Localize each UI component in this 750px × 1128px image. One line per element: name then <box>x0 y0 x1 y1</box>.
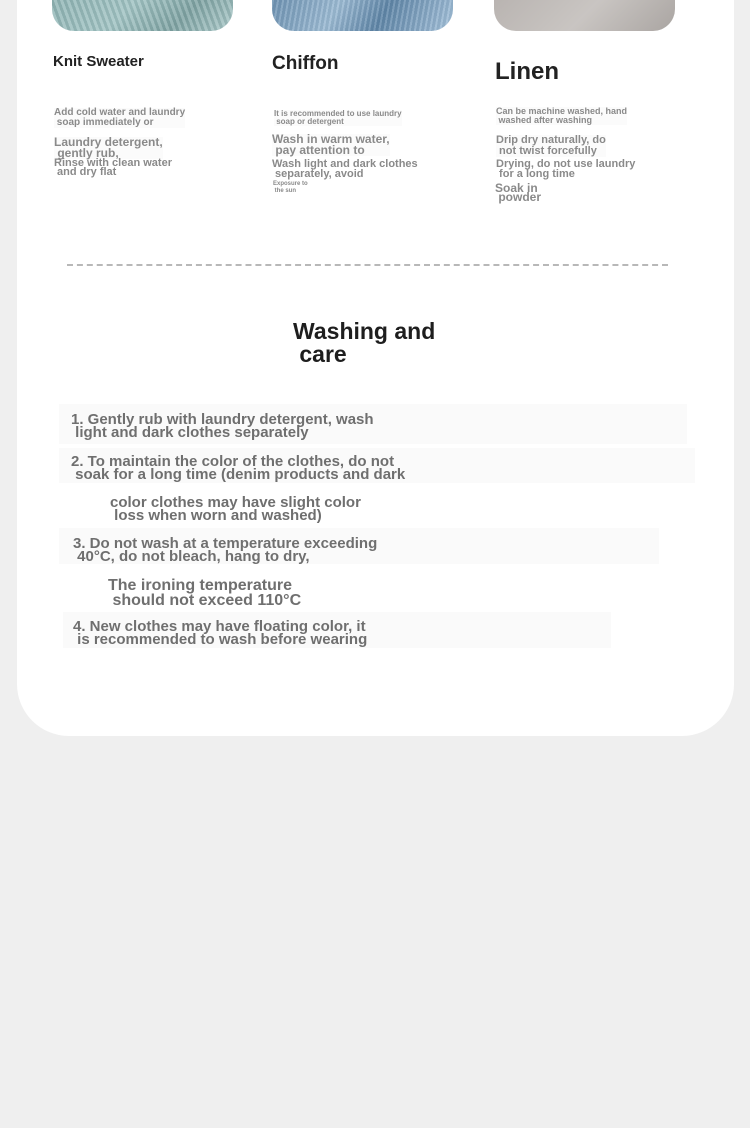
fabric-title-knit-sweater: Knit Sweater <box>53 53 144 70</box>
care-item-2: 2. To maintain the color of the clothes, do not soak for a long time (denim products and dark <box>71 453 406 483</box>
care-item-2-continued: color clothes may have slight color loss when worn and washed) <box>110 494 361 524</box>
linen-tip-2: Drip dry naturally, do not twist forcefully <box>496 134 606 157</box>
linen-swatch-image <box>494 0 675 31</box>
chiffon-tip-1: It is recommended to use laundry soap or detergent <box>274 109 402 126</box>
fabric-title-chiffon: Chiffon <box>272 53 339 74</box>
care-item-3-ironing: The ironing temperature should not exceed 110°C <box>108 577 302 609</box>
linen-tip-4: Soak in powder <box>495 181 542 204</box>
chiffon-swatch-image <box>272 0 453 31</box>
linen-tip-1: Can be machine washed, hand washed after washing <box>496 106 628 125</box>
fabric-title-linen: Linen <box>495 58 559 85</box>
section-title-washing-care: Washing and care <box>293 318 436 367</box>
linen-tip-3: Drying, do not use laundry for a long time <box>496 158 636 180</box>
knit-tip-1: Add cold water and laundry soap immediately or <box>54 107 186 128</box>
care-card <box>17 0 734 736</box>
chiffon-tip-3: Wash light and dark clothes separately, avoid <box>272 158 418 180</box>
dashed-divider <box>67 264 668 266</box>
chiffon-tip-2: Wash in warm water, pay attention to <box>272 132 390 157</box>
care-item-3: 3. Do not wash at a temperature exceeding 40°C, do not bleach, hang to dry, <box>73 535 378 565</box>
chiffon-tip-4: Exposure to the sun <box>273 181 308 194</box>
knit-sweater-swatch-image <box>52 0 233 31</box>
care-item-4: 4. New clothes may have floating color, it is recommended to wash before wearing <box>73 618 368 648</box>
knit-tip-3: Rinse with clean water and dry flat <box>54 157 172 178</box>
knit-tip-2: Laundry detergent, gently rub, <box>54 135 163 160</box>
care-item-1: 1. Gently rub with laundry detergent, wash light and dark clothes separately <box>71 411 374 441</box>
